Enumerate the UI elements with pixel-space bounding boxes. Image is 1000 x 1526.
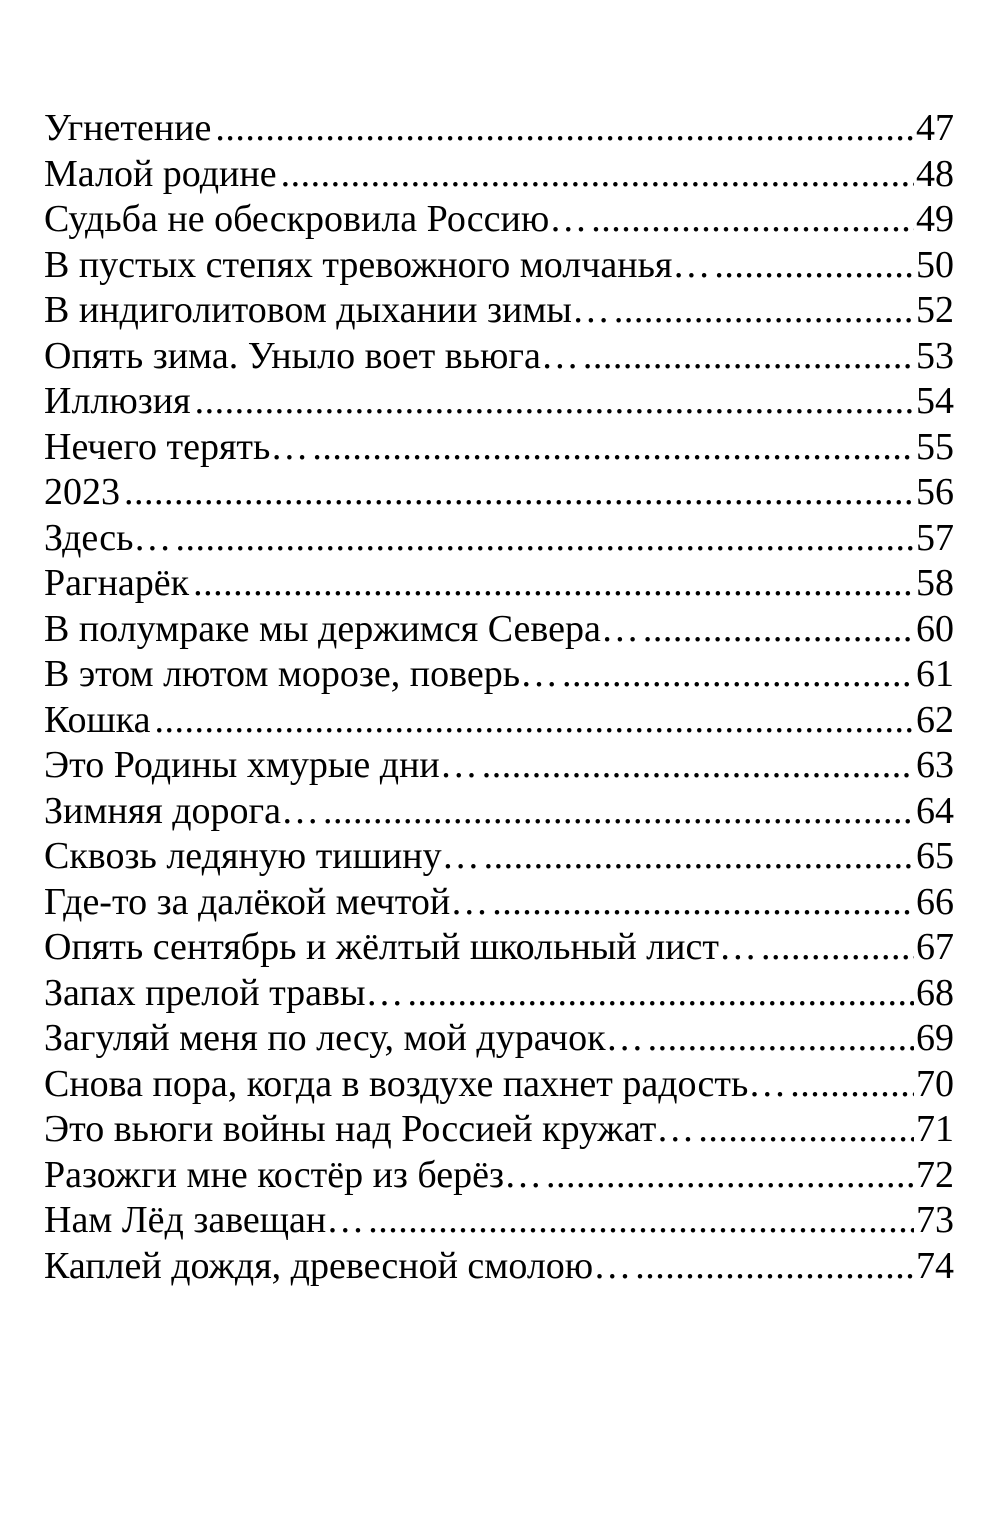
toc-entry-title: Опять зима. Уныло воет вьюга… [44, 334, 579, 377]
toc-entry-title: Загуляй меня по лесу, мой дурачок… [44, 1017, 644, 1059]
toc-entry-page: 66 [916, 880, 954, 923]
toc-entry-title: Нам Лёд завещан… [44, 1199, 365, 1241]
toc-dot-leader [482, 743, 914, 789]
toc-dot-leader [790, 1062, 914, 1108]
toc-entry [44, 698, 954, 744]
toc-entry-page: 73 [916, 1199, 954, 1241]
toc-entry-page: 72 [916, 1153, 954, 1196]
toc-entry-title: Опять сентябрь и жёлтый школьный лист… [44, 926, 757, 968]
toc-dot-leader [643, 607, 914, 653]
toc-dot-leader [281, 152, 914, 198]
toc-entry [44, 971, 954, 1017]
toc-dot-leader [714, 243, 914, 289]
toc-entry [44, 516, 954, 562]
toc-entry [44, 379, 954, 425]
toc-entry [44, 607, 954, 653]
toc-entry [44, 425, 954, 471]
toc-entry-title: Снова пора, когда в воздухе пахнет радость… [44, 1062, 787, 1105]
toc-entry-page: 55 [916, 425, 954, 468]
toc-dot-leader [591, 197, 914, 243]
table-of-contents [44, 106, 954, 1289]
toc-dot-leader [124, 470, 914, 516]
toc-entry-title: В полумраке мы держимся Севера… [44, 607, 639, 650]
toc-dot-leader [562, 652, 914, 698]
toc-dot-leader [195, 379, 914, 425]
toc-entry [44, 1153, 954, 1199]
toc-entry-page: 67 [916, 926, 954, 968]
toc-entry-page: 63 [916, 744, 954, 786]
toc-entry-title: В этом лютом морозе, поверь… [44, 653, 559, 695]
toc-entry [44, 334, 954, 380]
toc-dot-leader [193, 561, 914, 607]
toc-entry [44, 197, 954, 243]
toc-entry-title: Рагнарёк [44, 562, 190, 604]
toc-entry [44, 152, 954, 198]
toc-entry-title: Разожги мне костёр из берёз… [44, 1153, 543, 1196]
toc-entry [44, 1016, 954, 1062]
toc-entry-page: 53 [916, 334, 954, 377]
toc-entry-title: Это Родины хмурые дни… [44, 744, 478, 786]
toc-entry [44, 470, 954, 516]
toc-entry-title: Каплей дождя, древесной смолою… [44, 1244, 632, 1287]
toc-entry-title: Где-то за далёкой мечтой… [44, 880, 489, 923]
toc-entry [44, 652, 954, 698]
toc-entry-title: Здесь… [44, 516, 172, 559]
toc-dot-leader [175, 516, 914, 562]
toc-entry-title: Сквозь ледяную тишину… [44, 835, 480, 877]
toc-dot-leader [368, 1198, 914, 1244]
toc-entry-page: 74 [916, 1244, 954, 1287]
toc-entry-page: 54 [916, 380, 954, 422]
toc-entry-title: Запах прелой травы… [44, 971, 404, 1014]
toc-dot-leader [323, 789, 914, 835]
toc-dot-leader [648, 1016, 914, 1062]
toc-entry-title: Угнетение [44, 107, 212, 149]
toc-dot-leader [635, 1244, 914, 1290]
toc-dot-leader [484, 834, 914, 880]
toc-entry [44, 288, 954, 334]
toc-entry-page: 48 [916, 152, 954, 195]
toc-entry-page: 61 [916, 653, 954, 695]
toc-dot-leader [614, 288, 914, 334]
toc-entry [44, 789, 954, 835]
toc-entry-page: 56 [916, 471, 954, 513]
toc-entry-page: 65 [916, 835, 954, 877]
toc-entry-title: 2023 [44, 471, 120, 513]
toc-entry-page: 57 [916, 516, 954, 559]
toc-entry-page: 52 [916, 289, 954, 331]
toc-entry [44, 743, 954, 789]
toc-entry [44, 880, 954, 926]
toc-dot-leader [408, 971, 914, 1017]
toc-entry-page: 50 [916, 243, 954, 286]
toc-entry-page: 64 [916, 789, 954, 832]
toc-dot-leader [583, 334, 914, 380]
toc-entry [44, 243, 954, 289]
toc-entry [44, 1198, 954, 1244]
toc-entry-page: 60 [916, 607, 954, 650]
toc-dot-leader [761, 925, 914, 971]
toc-entry-page: 58 [916, 562, 954, 604]
toc-entry-page: 68 [916, 971, 954, 1014]
toc-entry-title: Зимняя дорога… [44, 789, 319, 832]
toc-dot-leader [698, 1107, 914, 1153]
toc-entry-page: 49 [916, 198, 954, 240]
toc-dot-leader [492, 880, 914, 926]
toc-entry-title: Иллюзия [44, 380, 191, 422]
toc-entry-title: В индиголитовом дыхании зимы… [44, 289, 610, 331]
toc-entry-title: Малой родине [44, 152, 277, 195]
toc-entry-title: В пустых степях тревожного молчанья… [44, 243, 711, 286]
toc-entry [44, 106, 954, 152]
toc-entry [44, 561, 954, 607]
toc-entry [44, 925, 954, 971]
toc-dot-leader [215, 106, 914, 152]
toc-entry-page: 69 [916, 1017, 954, 1059]
toc-entry-title: Кошка [44, 698, 151, 741]
toc-dot-leader [312, 425, 914, 471]
toc-entry [44, 834, 954, 880]
toc-entry-page: 62 [916, 698, 954, 741]
toc-entry-page: 47 [916, 107, 954, 149]
toc-dot-leader [154, 698, 914, 744]
toc-entry [44, 1062, 954, 1108]
toc-dot-leader [546, 1153, 914, 1199]
toc-entry-title: Нечего терять… [44, 425, 309, 468]
toc-entry-page: 70 [916, 1062, 954, 1105]
toc-entry [44, 1244, 954, 1290]
toc-entry-page: 71 [916, 1108, 954, 1150]
toc-entry-title: Это вьюги войны над Россией кружат… [44, 1108, 695, 1150]
toc-entry [44, 1107, 954, 1153]
toc-entry-title: Судьба не обескровила Россию… [44, 198, 588, 240]
